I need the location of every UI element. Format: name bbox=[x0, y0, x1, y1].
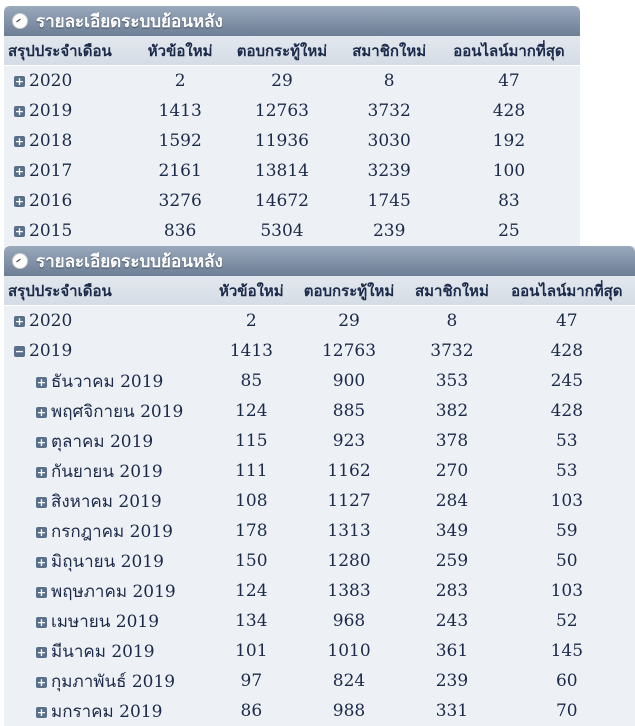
period-label[interactable]: กุมภาพันธ์ 2019 bbox=[51, 671, 176, 692]
value-cell: 124 bbox=[235, 401, 268, 421]
value-cell: 239 bbox=[372, 221, 406, 241]
value-cell: 12763 bbox=[321, 341, 377, 361]
table-row bbox=[4, 456, 635, 486]
table-row bbox=[4, 546, 635, 576]
column-header: หัวข้อใหม่ bbox=[210, 276, 293, 306]
value-cell: 2 bbox=[174, 71, 186, 91]
period-cell bbox=[4, 126, 137, 156]
period-label[interactable]: 2017 bbox=[29, 161, 73, 181]
value-cell: 86 bbox=[240, 701, 263, 721]
table-row bbox=[4, 336, 635, 366]
value-cell: 259 bbox=[435, 551, 469, 571]
value-cell: 836 bbox=[163, 221, 197, 241]
period-label[interactable]: 2020 bbox=[29, 311, 73, 331]
table-row bbox=[4, 696, 635, 726]
period-cell bbox=[4, 666, 210, 696]
period-cell bbox=[4, 486, 210, 516]
value-cell: 178 bbox=[235, 521, 268, 541]
expand-icon[interactable]: + bbox=[36, 645, 47, 659]
value-cell: 83 bbox=[498, 191, 520, 211]
panel-header bbox=[4, 6, 580, 36]
table-row bbox=[4, 186, 580, 216]
value-cell: 53 bbox=[555, 431, 578, 451]
value-cell: 29 bbox=[271, 71, 293, 91]
value-cell: 1413 bbox=[158, 101, 202, 121]
value-cell: 3732 bbox=[367, 101, 411, 121]
value-cell: 111 bbox=[235, 461, 268, 481]
value-cell: 59 bbox=[555, 521, 578, 541]
value-cell: 115 bbox=[235, 431, 268, 451]
expand-icon[interactable]: + bbox=[36, 435, 47, 449]
period-cell bbox=[4, 426, 210, 456]
value-cell: 885 bbox=[332, 401, 366, 421]
period-cell bbox=[4, 216, 137, 246]
value-cell: 70 bbox=[555, 701, 578, 721]
period-label[interactable]: มิถุนายน 2019 bbox=[51, 551, 164, 572]
collapse-icon[interactable]: − bbox=[14, 345, 25, 358]
table-row bbox=[4, 486, 635, 516]
table-row bbox=[4, 576, 635, 606]
period-cell bbox=[4, 456, 210, 486]
expand-icon[interactable]: + bbox=[14, 105, 25, 118]
value-cell: 284 bbox=[435, 491, 469, 511]
table-row bbox=[4, 156, 580, 186]
expand-icon[interactable]: + bbox=[36, 555, 47, 569]
expand-icon[interactable]: + bbox=[36, 615, 47, 629]
table-row bbox=[4, 126, 580, 156]
value-cell: 1127 bbox=[327, 491, 371, 511]
table-row bbox=[4, 366, 635, 396]
value-cell: 988 bbox=[332, 701, 366, 721]
expand-icon[interactable]: + bbox=[36, 465, 47, 479]
value-cell: 192 bbox=[492, 131, 526, 151]
period-label[interactable]: กรกฎาคม 2019 bbox=[51, 521, 173, 542]
value-cell: 8 bbox=[383, 71, 395, 91]
period-label[interactable]: มกราคม 2019 bbox=[51, 701, 163, 722]
period-cell bbox=[4, 156, 137, 186]
period-cell bbox=[4, 636, 210, 666]
value-cell: 923 bbox=[332, 431, 366, 451]
period-cell bbox=[4, 66, 137, 97]
table-row bbox=[4, 426, 635, 456]
clock-icon bbox=[12, 13, 28, 29]
period-label[interactable]: พฤษภาคม 2019 bbox=[51, 581, 176, 602]
value-cell: 428 bbox=[550, 401, 584, 421]
period-cell bbox=[4, 516, 210, 546]
value-cell: 25 bbox=[498, 221, 520, 241]
value-cell: 145 bbox=[550, 641, 584, 661]
period-cell bbox=[4, 336, 210, 366]
value-cell: 134 bbox=[235, 611, 268, 631]
table-row bbox=[4, 636, 635, 666]
period-cell bbox=[4, 576, 210, 606]
value-cell: 353 bbox=[435, 371, 469, 391]
value-cell: 12763 bbox=[254, 101, 309, 121]
value-cell: 47 bbox=[498, 71, 520, 91]
column-header: สรุปประจำเดือน bbox=[4, 36, 137, 66]
column-header: ออนไลน์มากที่สุด bbox=[499, 276, 635, 306]
value-cell: 331 bbox=[435, 701, 469, 721]
value-cell: 101 bbox=[235, 641, 268, 661]
value-cell: 1162 bbox=[327, 461, 371, 481]
value-cell: 150 bbox=[235, 551, 268, 571]
value-cell: 60 bbox=[555, 671, 578, 691]
expand-icon[interactable]: + bbox=[14, 315, 25, 328]
table-row bbox=[4, 216, 580, 246]
value-cell: 108 bbox=[235, 491, 268, 511]
expand-icon[interactable]: + bbox=[14, 195, 25, 208]
value-cell: 239 bbox=[435, 671, 469, 691]
value-cell: 50 bbox=[555, 551, 578, 571]
value-cell: 270 bbox=[435, 461, 469, 481]
column-header: สมาชิกใหม่ bbox=[405, 276, 498, 306]
value-cell: 428 bbox=[492, 101, 526, 121]
period-label[interactable]: 2020 bbox=[29, 71, 73, 91]
expand-icon[interactable]: + bbox=[14, 135, 25, 148]
value-cell: 100 bbox=[492, 161, 526, 181]
panel-title: รายละเอียดระบบย้อนหลัง bbox=[36, 11, 223, 32]
table-row bbox=[4, 666, 635, 696]
value-cell: 1280 bbox=[327, 551, 371, 571]
period-label[interactable]: เมษายน 2019 bbox=[51, 611, 160, 632]
value-cell: 103 bbox=[550, 581, 584, 601]
value-cell: 1592 bbox=[158, 131, 202, 151]
column-header: ตอบกระทู้ใหม่ bbox=[293, 276, 405, 306]
value-cell: 3239 bbox=[367, 161, 411, 181]
table-row bbox=[4, 96, 580, 126]
value-cell: 1010 bbox=[327, 641, 371, 661]
expand-icon[interactable]: + bbox=[14, 75, 25, 88]
period-label[interactable]: 2016 bbox=[29, 191, 73, 211]
value-cell: 52 bbox=[555, 611, 578, 631]
period-cell bbox=[4, 186, 137, 216]
value-cell: 1413 bbox=[229, 341, 273, 361]
value-cell: 47 bbox=[555, 311, 578, 331]
value-cell: 2 bbox=[245, 311, 257, 331]
column-header: สรุปประจำเดือน bbox=[4, 276, 210, 306]
value-cell: 1383 bbox=[327, 581, 371, 601]
value-cell: 361 bbox=[435, 641, 469, 661]
expand-icon[interactable]: + bbox=[14, 225, 25, 238]
period-label[interactable]: พฤศจิกายน 2019 bbox=[51, 401, 184, 422]
value-cell: 968 bbox=[332, 611, 366, 631]
expand-icon[interactable]: + bbox=[36, 525, 47, 539]
table-row bbox=[4, 306, 635, 337]
expand-icon[interactable]: + bbox=[36, 705, 47, 719]
value-cell: 3732 bbox=[430, 341, 474, 361]
period-cell bbox=[4, 306, 210, 337]
value-cell: 428 bbox=[550, 341, 584, 361]
value-cell: 8 bbox=[446, 311, 458, 331]
table-row bbox=[4, 66, 580, 97]
period-label[interactable]: กันยายน 2019 bbox=[51, 461, 163, 482]
period-label[interactable]: 2018 bbox=[29, 131, 73, 151]
value-cell: 97 bbox=[240, 671, 263, 691]
value-cell: 13814 bbox=[254, 161, 309, 181]
value-cell: 3276 bbox=[158, 191, 202, 211]
value-cell: 3030 bbox=[367, 131, 411, 151]
value-cell: 382 bbox=[435, 401, 469, 421]
value-cell: 824 bbox=[332, 671, 366, 691]
period-cell bbox=[4, 546, 210, 576]
period-label[interactable]: มีนาคม 2019 bbox=[51, 641, 155, 662]
value-cell: 103 bbox=[550, 491, 584, 511]
value-cell: 2161 bbox=[158, 161, 202, 181]
expand-icon[interactable]: + bbox=[36, 375, 47, 389]
value-cell: 243 bbox=[435, 611, 469, 631]
table-row bbox=[4, 396, 635, 426]
value-cell: 5304 bbox=[260, 221, 304, 241]
period-label[interactable]: ธันวาคม 2019 bbox=[51, 371, 164, 392]
history-panel-collapsed bbox=[4, 6, 580, 246]
value-cell: 85 bbox=[240, 371, 263, 391]
value-cell: 283 bbox=[435, 581, 469, 601]
table-row bbox=[4, 516, 635, 546]
expand-icon[interactable]: + bbox=[36, 405, 47, 419]
value-cell: 11936 bbox=[254, 131, 309, 151]
period-cell bbox=[4, 396, 210, 426]
value-cell: 29 bbox=[338, 311, 360, 331]
period-cell bbox=[4, 96, 137, 126]
value-cell: 14672 bbox=[254, 191, 309, 211]
value-cell: 245 bbox=[550, 371, 584, 391]
table-row bbox=[4, 606, 635, 636]
period-cell bbox=[4, 606, 210, 636]
period-label[interactable]: ตุลาคม 2019 bbox=[51, 431, 154, 452]
value-cell: 53 bbox=[555, 461, 578, 481]
value-cell: 1313 bbox=[327, 521, 371, 541]
expand-icon[interactable]: + bbox=[36, 495, 47, 509]
expand-icon[interactable]: + bbox=[14, 165, 25, 178]
panel-title: รายละเอียดระบบย้อนหลัง bbox=[36, 251, 223, 272]
clock-icon bbox=[12, 253, 28, 269]
period-label[interactable]: สิงหาคม 2019 bbox=[51, 491, 162, 512]
column-header: ตอบกระทู้ใหม่ bbox=[223, 36, 340, 66]
column-header: ออนไลน์มากที่สุด bbox=[438, 36, 580, 66]
period-label[interactable]: 2019 bbox=[29, 341, 73, 361]
value-cell: 124 bbox=[235, 581, 268, 601]
value-cell: 378 bbox=[435, 431, 469, 451]
value-cell: 1745 bbox=[367, 191, 411, 211]
stats-table bbox=[4, 276, 635, 726]
period-cell bbox=[4, 696, 210, 726]
value-cell: 349 bbox=[435, 521, 469, 541]
panel-header bbox=[4, 246, 635, 276]
stats-table bbox=[4, 36, 580, 246]
history-panel-expanded bbox=[4, 246, 635, 726]
value-cell: 900 bbox=[332, 371, 366, 391]
expand-icon[interactable]: + bbox=[36, 585, 47, 599]
column-header: สมาชิกใหม่ bbox=[341, 36, 438, 66]
expand-icon[interactable]: + bbox=[36, 675, 47, 689]
period-label[interactable]: 2019 bbox=[29, 101, 73, 121]
period-cell bbox=[4, 366, 210, 396]
period-label[interactable]: 2015 bbox=[29, 221, 73, 241]
column-header: หัวข้อใหม่ bbox=[137, 36, 223, 66]
